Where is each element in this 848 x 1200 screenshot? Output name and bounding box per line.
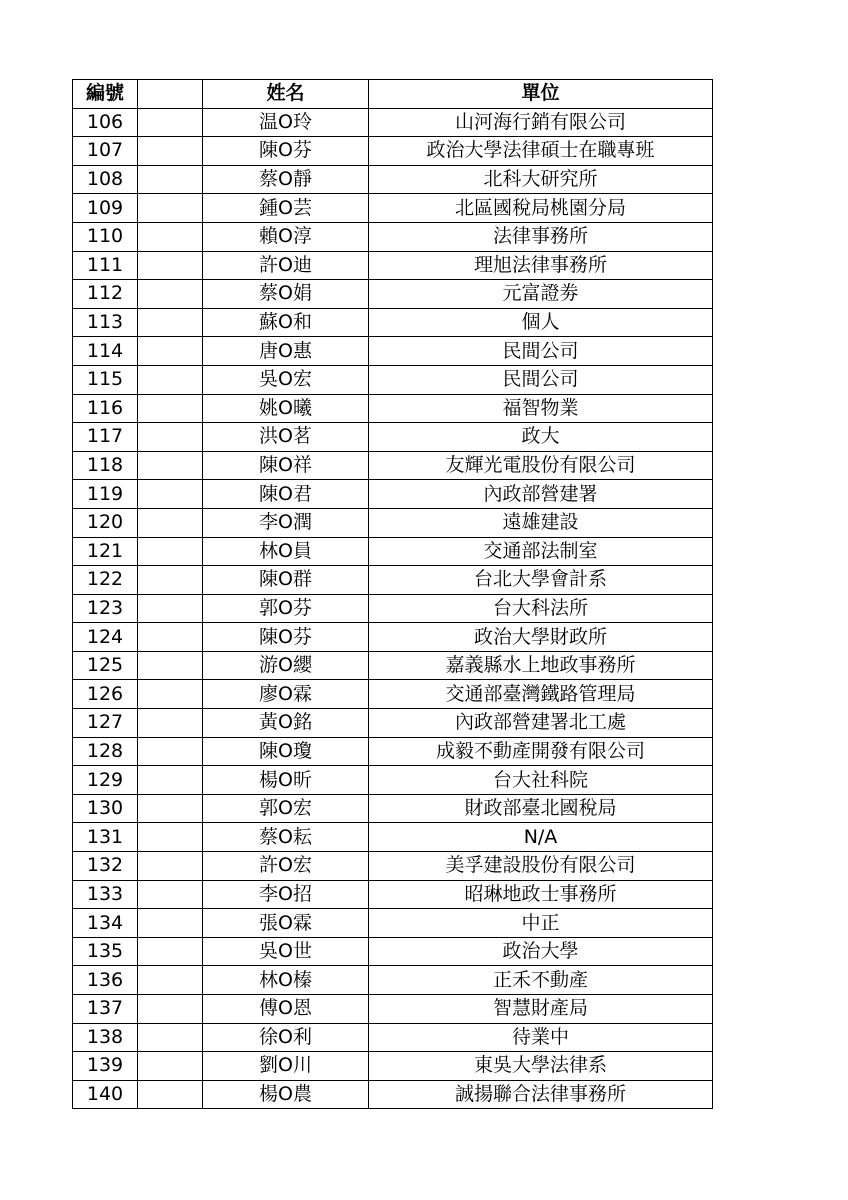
row-unit-cell: 嘉義縣水上地政事務所 — [369, 651, 713, 680]
table-row — [73, 594, 713, 623]
table-row — [73, 308, 713, 337]
row-blank-cell — [138, 594, 203, 623]
table-header — [73, 80, 713, 109]
row-blank-cell — [138, 337, 203, 366]
table-row — [73, 623, 713, 652]
table-row — [73, 651, 713, 680]
row-name-cell: 郭O芬 — [203, 594, 369, 623]
row-name-cell: 蔡O靜 — [203, 165, 369, 194]
row-id-cell: 132 — [73, 852, 138, 881]
row-unit-cell: 誠揚聯合法律事務所 — [369, 1080, 713, 1109]
row-id-cell: 123 — [73, 594, 138, 623]
table-body — [73, 108, 713, 1109]
row-blank-cell — [138, 480, 203, 509]
row-id-cell: 128 — [73, 737, 138, 766]
row-unit-cell: 理旭法律事務所 — [369, 251, 713, 280]
row-id-cell: 137 — [73, 995, 138, 1024]
row-unit-cell: 內政部營建署 — [369, 480, 713, 509]
row-name-cell: 陳O芬 — [203, 623, 369, 652]
row-blank-cell — [138, 623, 203, 652]
row-blank-cell — [138, 365, 203, 394]
row-id-cell: 124 — [73, 623, 138, 652]
table-row — [73, 966, 713, 995]
row-id-cell: 107 — [73, 137, 138, 166]
table-row — [73, 1052, 713, 1081]
row-id-cell: 126 — [73, 680, 138, 709]
row-name-cell: 許O宏 — [203, 852, 369, 881]
row-id-cell: 136 — [73, 966, 138, 995]
row-id-cell: 114 — [73, 337, 138, 366]
row-id-cell: 117 — [73, 423, 138, 452]
row-name-cell: 郭O宏 — [203, 794, 369, 823]
row-name-cell: 楊O昕 — [203, 766, 369, 795]
row-unit-cell: 內政部營建署北工處 — [369, 709, 713, 738]
row-blank-cell — [138, 709, 203, 738]
row-id-cell: 116 — [73, 394, 138, 423]
row-name-cell: 陳O芬 — [203, 137, 369, 166]
row-unit-cell: 交通部臺灣鐵路管理局 — [369, 680, 713, 709]
header-name: 姓名 — [203, 80, 369, 109]
table-row — [73, 280, 713, 309]
row-name-cell: 賴O淳 — [203, 222, 369, 251]
header-unit: 單位 — [369, 80, 713, 109]
table-row — [73, 537, 713, 566]
row-unit-cell: 交通部法制室 — [369, 537, 713, 566]
row-blank-cell — [138, 137, 203, 166]
row-unit-cell: 政治大學財政所 — [369, 623, 713, 652]
row-unit-cell: 台北大學會計系 — [369, 566, 713, 595]
row-id-cell: 118 — [73, 451, 138, 480]
row-blank-cell — [138, 880, 203, 909]
row-blank-cell — [138, 537, 203, 566]
table-row — [73, 165, 713, 194]
row-unit-cell: 正禾不動產 — [369, 966, 713, 995]
row-blank-cell — [138, 251, 203, 280]
row-unit-cell: N/A — [369, 823, 713, 852]
table-row — [73, 194, 713, 223]
row-name-cell: 蔡O耘 — [203, 823, 369, 852]
table-row — [73, 108, 713, 137]
row-id-cell: 120 — [73, 508, 138, 537]
table-row — [73, 251, 713, 280]
row-id-cell: 112 — [73, 280, 138, 309]
row-id-cell: 140 — [73, 1080, 138, 1109]
table-row — [73, 222, 713, 251]
table-row — [73, 365, 713, 394]
row-unit-cell: 遠雄建設 — [369, 508, 713, 537]
row-id-cell: 106 — [73, 108, 138, 137]
row-id-cell: 113 — [73, 308, 138, 337]
row-name-cell: 林O榛 — [203, 966, 369, 995]
table-row — [73, 680, 713, 709]
table-row — [73, 394, 713, 423]
table-row — [73, 880, 713, 909]
row-name-cell: 陳O君 — [203, 480, 369, 509]
row-id-cell: 121 — [73, 537, 138, 566]
row-name-cell: 張O霖 — [203, 909, 369, 938]
row-blank-cell — [138, 108, 203, 137]
row-unit-cell: 北區國稅局桃園分局 — [369, 194, 713, 223]
row-unit-cell: 法律事務所 — [369, 222, 713, 251]
row-unit-cell: 東吳大學法律系 — [369, 1052, 713, 1081]
row-id-cell: 111 — [73, 251, 138, 280]
row-unit-cell: 美孚建設股份有限公司 — [369, 852, 713, 881]
row-blank-cell — [138, 423, 203, 452]
row-id-cell: 110 — [73, 222, 138, 251]
row-unit-cell: 成毅不動產開發有限公司 — [369, 737, 713, 766]
row-unit-cell: 待業中 — [369, 1023, 713, 1052]
row-id-cell: 130 — [73, 794, 138, 823]
row-blank-cell — [138, 566, 203, 595]
row-blank-cell — [138, 280, 203, 309]
table-row — [73, 709, 713, 738]
row-unit-cell: 中正 — [369, 909, 713, 938]
row-name-cell: 傅O恩 — [203, 995, 369, 1024]
row-name-cell: 許O迪 — [203, 251, 369, 280]
row-unit-cell: 友輝光電股份有限公司 — [369, 451, 713, 480]
table-row — [73, 909, 713, 938]
row-blank-cell — [138, 909, 203, 938]
row-name-cell: 陳O瓊 — [203, 737, 369, 766]
row-unit-cell: 政治大學 — [369, 937, 713, 966]
row-id-cell: 108 — [73, 165, 138, 194]
header-id: 編號 — [73, 80, 138, 109]
row-id-cell: 109 — [73, 194, 138, 223]
row-blank-cell — [138, 794, 203, 823]
row-name-cell: 吳O宏 — [203, 365, 369, 394]
row-unit-cell: 民間公司 — [369, 365, 713, 394]
row-name-cell: 廖O霖 — [203, 680, 369, 709]
row-blank-cell — [138, 1080, 203, 1109]
row-blank-cell — [138, 194, 203, 223]
header-blank — [138, 80, 203, 109]
table-row — [73, 566, 713, 595]
row-name-cell: 蔡O娟 — [203, 280, 369, 309]
row-blank-cell — [138, 165, 203, 194]
row-blank-cell — [138, 222, 203, 251]
row-id-cell: 138 — [73, 1023, 138, 1052]
table-row — [73, 995, 713, 1024]
row-unit-cell: 山河海行銷有限公司 — [369, 108, 713, 137]
row-name-cell: 陳O群 — [203, 566, 369, 595]
table-row — [73, 1023, 713, 1052]
row-name-cell: 游O纓 — [203, 651, 369, 680]
row-id-cell: 125 — [73, 651, 138, 680]
table-row — [73, 823, 713, 852]
row-name-cell: 徐O利 — [203, 1023, 369, 1052]
row-name-cell: 唐O惠 — [203, 337, 369, 366]
row-blank-cell — [138, 737, 203, 766]
row-id-cell: 133 — [73, 880, 138, 909]
row-blank-cell — [138, 995, 203, 1024]
row-blank-cell — [138, 308, 203, 337]
row-blank-cell — [138, 937, 203, 966]
row-unit-cell: 台大社科院 — [369, 766, 713, 795]
row-blank-cell — [138, 823, 203, 852]
row-blank-cell — [138, 966, 203, 995]
row-name-cell: 吳O世 — [203, 937, 369, 966]
table-row — [73, 451, 713, 480]
row-unit-cell: 昭琳地政士事務所 — [369, 880, 713, 909]
row-id-cell: 135 — [73, 937, 138, 966]
row-unit-cell: 財政部臺北國稅局 — [369, 794, 713, 823]
row-unit-cell: 福智物業 — [369, 394, 713, 423]
row-id-cell: 139 — [73, 1052, 138, 1081]
row-id-cell: 131 — [73, 823, 138, 852]
table-row — [73, 794, 713, 823]
row-name-cell: 洪O茗 — [203, 423, 369, 452]
table-row — [73, 937, 713, 966]
row-unit-cell: 民間公司 — [369, 337, 713, 366]
row-id-cell: 129 — [73, 766, 138, 795]
row-name-cell: 李O潤 — [203, 508, 369, 537]
table-row — [73, 337, 713, 366]
row-blank-cell — [138, 852, 203, 881]
table-row — [73, 737, 713, 766]
row-blank-cell — [138, 1023, 203, 1052]
row-blank-cell — [138, 451, 203, 480]
row-id-cell: 127 — [73, 709, 138, 738]
row-name-cell: 李O招 — [203, 880, 369, 909]
row-name-cell: 劉O川 — [203, 1052, 369, 1081]
row-unit-cell: 政治大學法律碩士在職專班 — [369, 137, 713, 166]
row-blank-cell — [138, 508, 203, 537]
table-row — [73, 1080, 713, 1109]
row-name-cell: 陳O祥 — [203, 451, 369, 480]
row-blank-cell — [138, 1052, 203, 1081]
row-unit-cell: 元富證劵 — [369, 280, 713, 309]
row-id-cell: 122 — [73, 566, 138, 595]
row-id-cell: 119 — [73, 480, 138, 509]
row-name-cell: 楊O農 — [203, 1080, 369, 1109]
table-row — [73, 480, 713, 509]
row-name-cell: 姚O曦 — [203, 394, 369, 423]
row-name-cell: 黃O銘 — [203, 709, 369, 738]
row-id-cell: 134 — [73, 909, 138, 938]
row-blank-cell — [138, 766, 203, 795]
table-row — [73, 508, 713, 537]
table-row — [73, 137, 713, 166]
row-unit-cell: 智慧財產局 — [369, 995, 713, 1024]
row-unit-cell: 北科大研究所 — [369, 165, 713, 194]
header-row — [73, 80, 713, 109]
table-row — [73, 423, 713, 452]
row-name-cell: 林O員 — [203, 537, 369, 566]
row-blank-cell — [138, 394, 203, 423]
row-unit-cell: 政大 — [369, 423, 713, 452]
row-blank-cell — [138, 651, 203, 680]
roster-table — [72, 79, 713, 1109]
table-row — [73, 852, 713, 881]
row-unit-cell: 個人 — [369, 308, 713, 337]
row-name-cell: 鍾O芸 — [203, 194, 369, 223]
row-id-cell: 115 — [73, 365, 138, 394]
row-name-cell: 温O玲 — [203, 108, 369, 137]
row-name-cell: 蘇O和 — [203, 308, 369, 337]
row-unit-cell: 台大科法所 — [369, 594, 713, 623]
table-row — [73, 766, 713, 795]
row-blank-cell — [138, 680, 203, 709]
